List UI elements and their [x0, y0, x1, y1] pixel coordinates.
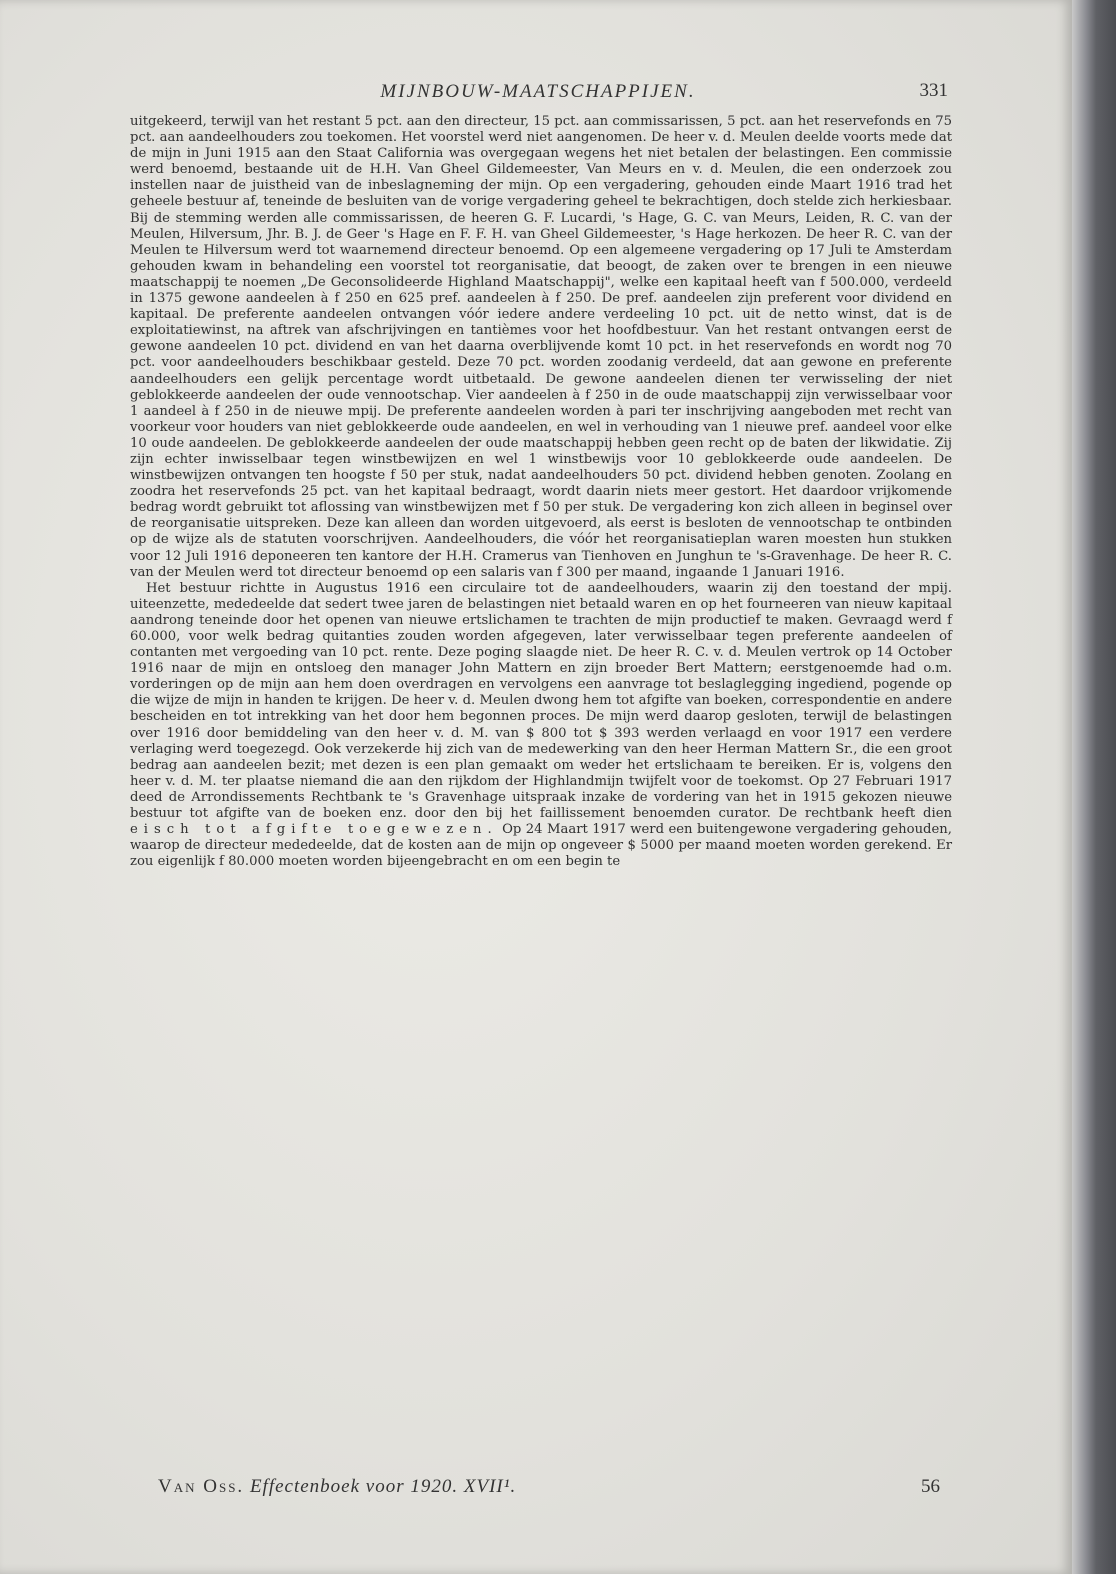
- book-edge: [1072, 0, 1116, 1574]
- footer-author: Van Oss.: [158, 1476, 245, 1497]
- footer-title: Effectenboek voor 1920.: [249, 1476, 459, 1497]
- spaced-emphasis: eisch tot afgifte toegewezen.: [130, 822, 498, 838]
- paragraph-1: uitgekeerd, terwijl van het restant 5 pct. aan den directeur, 15 pct. aan commissarissen, 5 pct. aan het reservefonds en 75 pct. aan aandeelhouders zou toekomen. Het voorstel werd niet aangenomen. De heer v. d. Meulen deelde voorts mede dat de mijn in Juni 1915 aan den Staat California was overgegaan wegens het niet betalen der belastingen. Een commissie werd benoemd, bestaande uit de H.H. Van Gheel Gildemeester, Van Meurs en v. d. Meulen, die een onderzoek zou instellen naar de juistheid van de inbeslagneming der mijn. Op een vergadering, gehouden einde Maart 1916 trad het geheele bestuur af, teneinde de besluiten van de vorige vergadering geheel te bekrachtigen, doch stelde zich herkiesbaar. Bij de stemming werden alle commissarissen, de heeren G. F. Lucardi, 's Hage, G. C. van Meurs, Leiden, R. C. van der Meulen, Hilversum, Jhr. B. J. de Geer 's Hage en F. F. H. van Gheel Gildemeester, 's Hage herkozen. De heer R. C. van der Meulen te Hilversum werd tot waarnemend directeur benoemd. Op een algemeene vergadering op 17 Juli te Amsterdam gehouden kwam in behandeling een voorstel tot reorganisatie, dat beoogt, de zaken over te brengen in een nieuwe maatschappij te noemen „De Geconsolideerde Highland Maatschappij", welke een kapitaal heeft van f 500.000, verdeeld in 1375 gewone aandeelen à f 250 en 625 pref. aandeelen à f 250. De pref. aandeelen zijn preferent voor dividend en kapitaal. De preferente aandeelen ontvangen vóór iedere andere verdeeling 10 pct. uit de netto winst, dat is de exploitatiewinst, na aftrek van afschrijvingen en tantièmes voor het hoofdbestuur. Van het restant ontvangen eerst de gewone aandeelen 10 pct. dividend en van het daarna overblijvende komt 10 pct. in het reservefonds en wordt nog 70 pct. voor aandeelhouders beschikbaar gesteld. Deze 70 pct. worden zoodanig verdeeld, dat aan gewone en preferente aandeelhouders een gelijk percentage wordt uitbetaald. De gewone aandeelen dienen ter verwisseling der niet geblokkeerde aandeelen der oude vennootschap. Vier aandeelen à f 250 in de oude maatschappij zijn verwisselbaar voor 1 aandeel à f 250 in de nieuwe mpij. De preferente aandeelen worden à pari ter inschrijving aangeboden met recht van voorkeur voor houders van niet geblokkeerde oude aandeelen, en wel in verhouding van 1 nieuwe pref. aandeel voor elke 10 oude aandeelen. De geblokkeerde aandeelen der oude maatschappij hebben geen recht op de baten der likwidatie. Zij zijn echter inwisselbaar tegen winstbewijzen en wel 1 winstbewijs voor 10 geblokkeerde oude aandeelen. De winstbewijzen ontvangen ten hoogste f 50 per stuk, nadat aandeelhouders 50 pct. dividend hebben genoten. Zoolang en zoodra het reservefonds 25 pct. van het kapitaal bedraagt, wordt daarin niets meer gestort. Het daardoor vrijkomende bedrag wordt gebruikt tot aflossing van winstbewijzen met f 50 per stuk. De vergadering kon zich alleen in beginsel over de reorganisatie uitspreken. Deze kan alleen dan worden uitgevoerd, als eerst is besloten de vennootschap te ontbinden op de wijze als de statuten voorschrijven. Aandeelhouders, die vóór het reorganisatieplan waren moesten hun stukken voor 12 Juli 1916 deponeeren ten kantore der H.H. Cramerus van Tienhoven en Junghun te 's-Gravenhage. De heer R. C. van der Meulen werd tot directeur benoemd op een salaris van f 300 per maand, ingaande 1 Januari 1916.: [130, 114, 952, 580]
- page-footer: [130, 1476, 940, 1502]
- page-number: 331: [919, 80, 948, 101]
- page-header: [128, 80, 948, 106]
- paragraph-2: [130, 581, 952, 871]
- footer-source: [158, 1476, 516, 1498]
- body-text: [130, 114, 952, 870]
- paragraph-2-continuation: Op 24 Maart 1917 werd een buitengewone vergadering gehouden, waarop de directeur mededeelde, dat de kosten aan de mijn op ongeveer $ 5000 per maand moeten worden gerekend. Er zou eigenlijk f 80.000 moeten worden bijeengebracht en om een begin te: [130, 822, 952, 870]
- running-title: MIJNBOUW-MAATSCHAPPIJEN.: [380, 81, 696, 102]
- paragraph-2-text: Het bestuur richtte in Augustus 1916 een circulaire tot de aandeelhouders, waarin zij den toestand der mpij. uiteenzette, mededeelde dat sedert twee jaren de belastingen niet betaald waren en op het fourneeren van nieuw kapitaal aandrong teneinde door het openen van nieuwe ertslichamen te trachten de mijn productief te maken. Gevraagd werd f 60.000, voor welk bedrag quitanties zouden worden afgegeven, later verwisselbaar tegen preferente aandeelen of contanten met vergoeding van 10 pct. rente. Deze poging slaagde niet. De heer R. C. v. d. Meulen vertrok op 14 October 1916 naar de mijn en ontsloeg den manager John Mattern en zijn broeder Bert Mattern; eerstgenoemde had o.m. vorderingen op de mijn aan hem doen overdragen en vervolgens een aanvrage tot beslaglegging ingediend, pogende op die wijze de mijn in handen te krijgen. De heer v. d. Meulen dwong hem tot afgifte van boeken, correspondentie en andere bescheiden en tot intrekking van het door hem begonnen proces. De mijn werd daarop gesloten, terwijl de belastingen over 1916 door bemiddeling van den heer v. d. M. van $ 800 tot $ 393 werden verlaagd en voor 1917 een verdere verlaging werd toegezegd. Ook verzekerde hij zich van de medewerking van den heer Herman Mattern Sr., die een groot bedrag aan aandeelen bezit; met dezen is een plan gemaakt om weder het ertslichaam te bereiken. Er is, volgens den heer v. d. M. ter plaatse niemand die aan den rijkdom der Highlandmijn twijfelt voor de toekomst. Op 27 Februari 1917 deed de Arrondissements Rechtbank te 's Gravenhage uitspraak inzake de vordering van het in 1915 gekozen nieuwe bestuur tot afgifte van de boeken enz. door den bij het faillissement benoemden curator. De rechtbank heeft dien: [130, 580, 952, 822]
- footer-volume: XVII¹.: [463, 1476, 517, 1497]
- footer-signature: 56: [921, 1476, 940, 1497]
